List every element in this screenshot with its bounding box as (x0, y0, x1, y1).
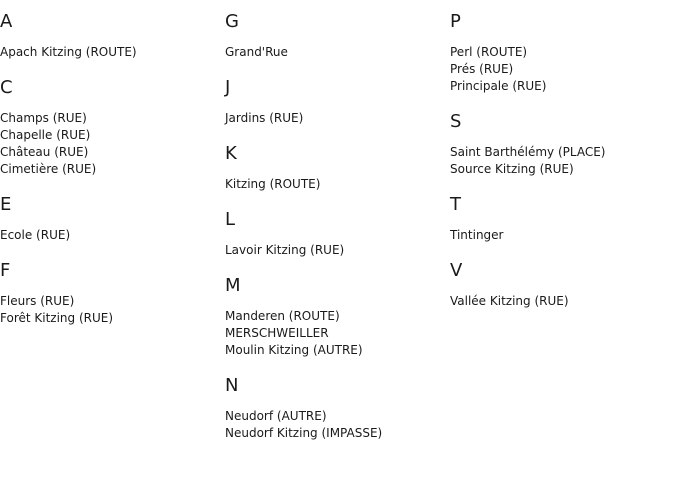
street-list (450, 144, 665, 178)
street-list (450, 44, 665, 95)
street-link-principale-rue[interactable]: Principale (RUE) (450, 79, 547, 93)
street-link-fleurs-rue[interactable]: Fleurs (RUE) (0, 294, 75, 308)
street-link-neudorf-kitzing-impasse[interactable]: Neudorf Kitzing (IMPASSE) (225, 426, 383, 440)
index-column-2 (225, 10, 440, 457)
letter-group-e (0, 193, 215, 244)
street-list (225, 308, 440, 359)
street-link-neudorf-autre[interactable]: Neudorf (AUTRE) (225, 409, 327, 423)
letter-group-t (450, 193, 665, 244)
street-list (450, 227, 665, 244)
street-link-chateau-rue[interactable]: Château (RUE) (0, 145, 89, 159)
letter-group-g (225, 10, 440, 61)
street-list (225, 408, 440, 442)
street-link-cimetiere-rue[interactable]: Cimetière (RUE) (0, 162, 97, 176)
street-link-kitzing-route[interactable]: Kitzing (ROUTE) (225, 177, 321, 191)
letter-heading: T (450, 194, 461, 215)
letter-group-m (225, 274, 440, 359)
index-column-3 (450, 10, 665, 325)
street-link-source-kitzing-rue[interactable]: Source Kitzing (RUE) (450, 162, 574, 176)
street-list (225, 110, 440, 127)
street-link-ecole-rue[interactable]: Ecole (RUE) (0, 228, 71, 242)
street-link-grand-rue[interactable]: Grand'Rue (225, 45, 288, 59)
street-link-jardins-rue[interactable]: Jardins (RUE) (225, 111, 304, 125)
letter-heading: P (450, 11, 461, 32)
street-link-chapelle-rue[interactable]: Chapelle (RUE) (0, 128, 91, 142)
street-list (225, 242, 440, 259)
street-link-manderen-route[interactable]: Manderen (ROUTE) (225, 309, 340, 323)
letter-heading: L (225, 209, 236, 230)
street-link-foret-kitzing-rue[interactable]: Forêt Kitzing (RUE) (0, 311, 114, 325)
street-link-pres-rue[interactable]: Prés (RUE) (450, 62, 514, 76)
letter-heading: F (0, 260, 11, 281)
letter-group-l (225, 208, 440, 259)
street-list (450, 293, 665, 310)
letter-group-f (0, 259, 215, 327)
street-link-vallee-kitzing-rue[interactable]: Vallée Kitzing (RUE) (450, 294, 569, 308)
street-link-merschweiller[interactable]: MERSCHWEILLER (225, 326, 329, 340)
letter-heading: G (225, 11, 239, 32)
letter-group-c (0, 76, 215, 178)
street-link-perl-route[interactable]: Perl (ROUTE) (450, 45, 528, 59)
letter-heading: V (450, 260, 463, 281)
street-link-apach-kitzing-route[interactable]: Apach Kitzing (ROUTE) (0, 45, 137, 59)
letter-heading: M (225, 275, 241, 296)
street-list (225, 176, 440, 193)
street-link-lavoir-kitzing-rue[interactable]: Lavoir Kitzing (RUE) (225, 243, 345, 257)
letter-group-p (450, 10, 665, 95)
letter-group-j (225, 76, 440, 127)
street-link-moulin-kitzing-autre[interactable]: Moulin Kitzing (AUTRE) (225, 343, 363, 357)
street-list (0, 293, 215, 327)
letter-group-a (0, 10, 215, 61)
street-link-tintinger[interactable]: Tintinger (450, 228, 504, 242)
street-list (0, 227, 215, 244)
letter-heading: E (0, 194, 12, 215)
street-list (225, 44, 440, 61)
letter-group-s (450, 110, 665, 178)
letter-heading: N (225, 375, 239, 396)
letter-heading: S (450, 111, 462, 132)
index-column-1 (0, 10, 215, 342)
street-link-saint-barthelemy-place[interactable]: Saint Barthélémy (PLACE) (450, 145, 606, 159)
letter-group-n (225, 374, 440, 442)
letter-heading: J (225, 77, 231, 98)
letter-group-v (450, 259, 665, 310)
letter-group-k (225, 142, 440, 193)
street-list (0, 44, 215, 61)
letter-heading: K (225, 143, 237, 164)
letter-heading: C (0, 77, 13, 98)
letter-heading: A (0, 11, 13, 32)
street-list (0, 110, 215, 178)
street-link-champs-rue[interactable]: Champs (RUE) (0, 111, 87, 125)
